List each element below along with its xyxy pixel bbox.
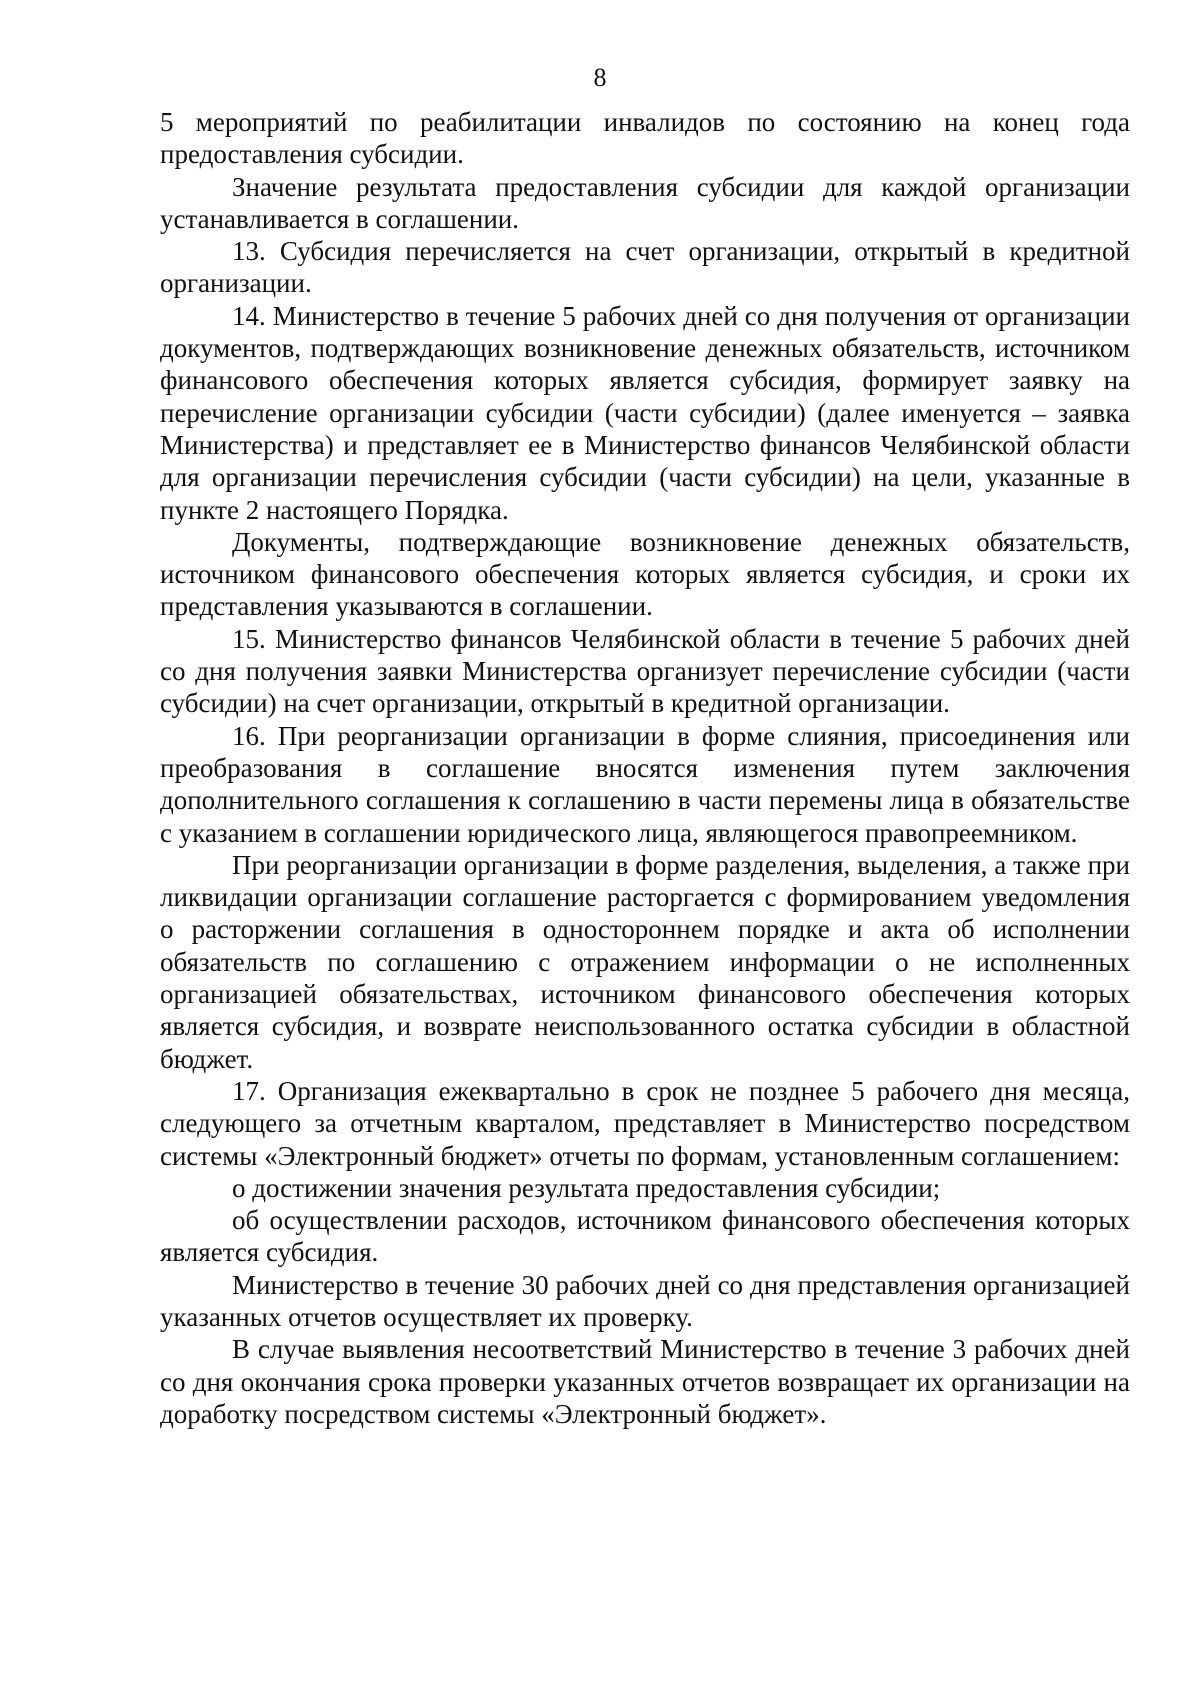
paragraph-13: 13. Субсидия перечисляется на счет организации, открытый в кредитной организации. (160, 236, 1130, 299)
paragraph-17-report-result: о достижении значения результата предоставления субсидии; (232, 1172, 941, 1203)
paragraph-17: 17. Организация ежеквартально в срок не позднее 5 рабочего дня месяца, следующего за отчетным кварталом, представляет в Министерство посредством системы «Электронный бюджет» отчеты по формам, установленным соглашением: (160, 1075, 1130, 1171)
paragraph-17-rework: В случае выявления несоответствий Министерство в течение 3 рабочих дней со дня окончания срока проверки указанных отчетов возвращает их организации на доработку посредством системы «Электронный бюджет». (160, 1334, 1130, 1429)
paragraph-14: 14. Министерство в течение 5 рабочих дней со дня получения от организации документов, подтверждающих возникновение денежных обязательств, источником финансового обеспечения которых является субсидия, формирует заявку на перечисление организации субсидии (части субсидии) (далее именуется – заявка Министерства) и представляет ее в Министерство финансов Челябинской области для организации перечисления субсидии (части субсидии) на цели, указанные в пункте 2 настоящего Порядка. (160, 300, 1130, 525)
page-number: 8 (593, 63, 607, 92)
paragraph-result-value: Значение результата предоставления субсидии для каждой организации устанавливается в соглашении. (160, 171, 1130, 234)
paragraph-17-verification: Министерство в течение 30 рабочих дней со дня представления организацией указанных отчетов осуществляет их проверку. (160, 1269, 1130, 1332)
paragraph-16-liquidation: При реорганизации организации в форме разделения, выделения, а также при ликвидации организации соглашение расторгается с формированием уведомления о расторжении соглашения в одностороннем порядке и акта об исполнении обязательств по соглашению с отражением информации о не исполненных организацией обязательствах, источником финансового обеспечения которых является субсидия, и возврате неиспользованного остатка субсидии в областной бюджет. (160, 849, 1130, 1074)
document-body (160, 106, 1130, 1430)
paragraph-continuation: 5 мероприятий по реабилитации инвалидов по состоянию на конец года предоставления субсидии. (160, 107, 1130, 170)
paragraph-17-report-expenses: об осуществлении расходов, источником финансового обеспечения которых является субсидия. (160, 1205, 1130, 1268)
paragraph-14-documents: Документы, подтверждающие возникновение денежных обязательств, источником финансового обеспечения которых является субсидия, и сроки их представления указываются в соглашении. (160, 526, 1130, 622)
paragraph-16: 16. При реорганизации организации в форме слияния, присоединения или преобразования в соглашение вносятся изменения путем заключения дополнительного соглашения к соглашению в части перемены лица в обязательстве с указанием в соглашении юридического лица, являющегося правопреемником. (160, 720, 1130, 848)
paragraph-15: 15. Министерство финансов Челябинской области в течение 5 рабочих дней со дня получения заявки Министерства организует перечисление субсидии (части субсидии) на счет организации, открытый в кредитной организации. (160, 623, 1130, 719)
